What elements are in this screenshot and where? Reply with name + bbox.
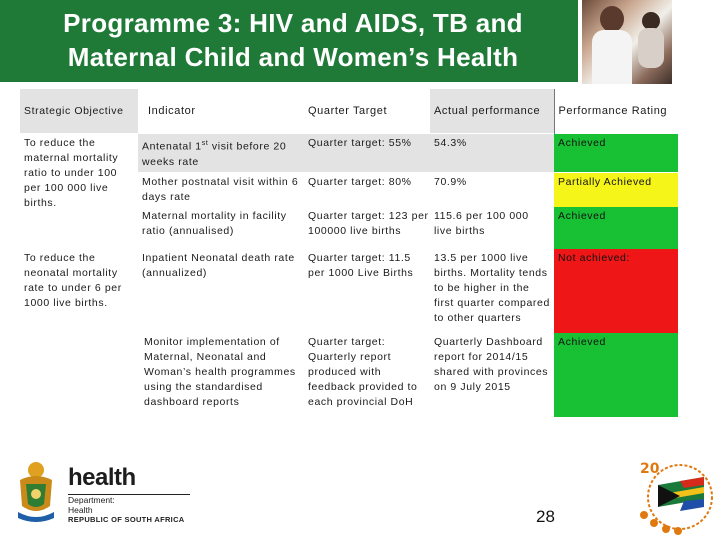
anniversary-logo-icon (628, 455, 720, 537)
rating-achieved: Achieved (554, 134, 678, 173)
target-cell: Quarter target: Quarterly report produced with feedback provided to each provincial DoH (304, 333, 430, 417)
health-department-logo (68, 466, 190, 524)
performance-table (20, 89, 678, 417)
header-target: Quarter Target (304, 89, 430, 134)
indicator-cell: Antenatal 1st visit before 20 weeks rate (138, 134, 304, 173)
actual-cell: 70.9% (430, 173, 554, 208)
slide-title (8, 6, 578, 74)
indicator-cell: Monitor implementation of Maternal, Neonatal and Woman’s health programmes using the standardised dashboard reports (138, 333, 304, 417)
logo-department: Department: (68, 495, 115, 505)
logo-department-name: Health (68, 505, 93, 515)
slide-title-line1: Programme 3: HIV and AIDS, TB and (63, 8, 523, 38)
actual-cell: Quarterly Dashboard report for 2014/15 shared with provinces on 9 July 2015 (430, 333, 554, 417)
objective-maternal: To reduce the maternal mortality ratio to under 100 per 100 000 live births. (20, 134, 138, 250)
indicator-cell: Mother postnatal visit within 6 days rate (138, 173, 304, 208)
header-photo (582, 0, 672, 84)
header-objective: Strategic Objective (20, 89, 138, 134)
objective-neonatal: To reduce the neonatal mortality rate to under 6 per 1000 live births. (20, 249, 138, 417)
target-cell: Quarter target: 80% (304, 173, 430, 208)
logo-word: health (68, 464, 136, 491)
rating-not-achieved: Not achieved: (554, 249, 678, 333)
header-indicator: Indicator (138, 89, 304, 134)
target-cell: Quarter target: 123 per 100000 live births (304, 207, 430, 249)
indicator-cell: Inpatient Neonatal death rate (annualized) (138, 249, 304, 333)
header-rating: Performance Rating (554, 89, 678, 134)
actual-cell: 13.5 per 1000 live births. Mortality tends to be higher in the first quarter compared to other quarters (430, 249, 554, 333)
logo-country: REPUBLIC OF SOUTH AFRICA (68, 515, 185, 524)
slide-title-line2: Maternal Child and Women’s Health (67, 42, 519, 72)
header-actual: Actual performance (430, 89, 554, 134)
actual-cell: 54.3% (430, 134, 554, 173)
table-header-row (20, 89, 678, 134)
table-row (20, 134, 678, 173)
table-row (20, 249, 678, 333)
actual-cell: 115.6 per 100 000 live births (430, 207, 554, 249)
target-cell: Quarter target: 55% (304, 134, 430, 173)
title-banner (0, 0, 578, 82)
rating-achieved: Achieved (554, 333, 678, 417)
target-cell: Quarter target: 11.5 per 1000 Live Births (304, 249, 430, 333)
rating-partially-achieved: Partially Achieved (554, 173, 678, 208)
coat-of-arms-icon (10, 460, 62, 526)
indicator-cell: Maternal mortality in facility ratio (annualised) (138, 207, 304, 249)
svg-text:20: 20 (640, 461, 660, 477)
page-number: 28 (536, 507, 555, 526)
rating-achieved: Achieved (554, 207, 678, 249)
